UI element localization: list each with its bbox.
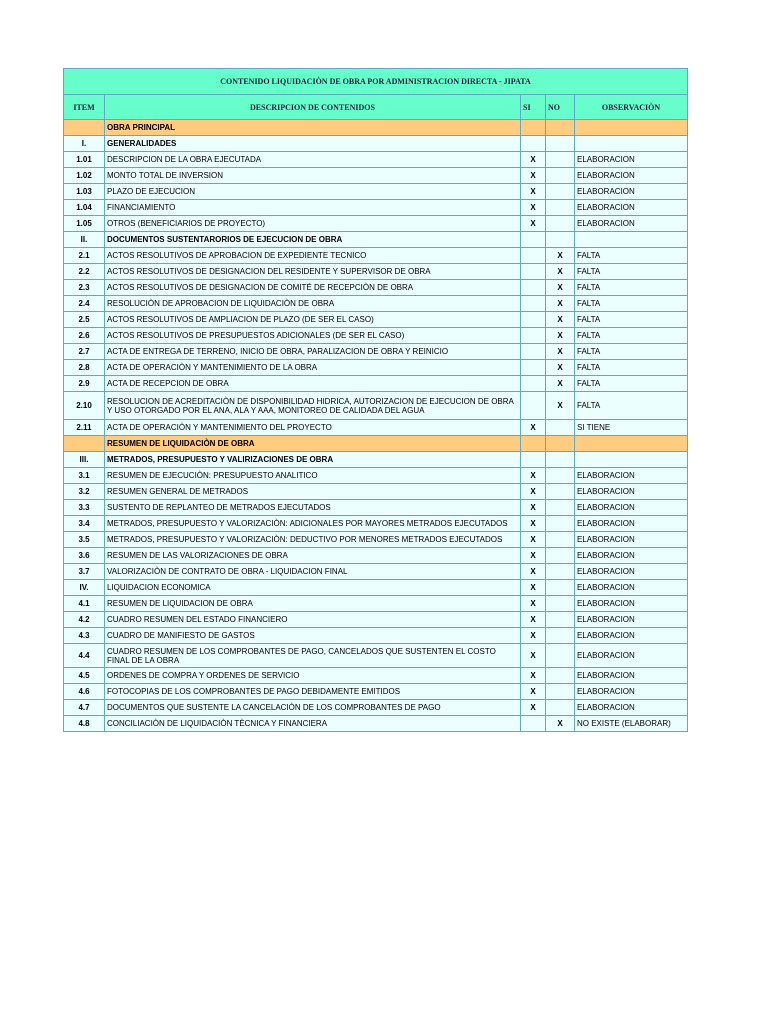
header-observacion: OBSERVACIÒN bbox=[575, 95, 688, 120]
row-description-cell: ACTOS RESOLUTIVOS DE APROBACION DE EXPEDIENTE TECNICO bbox=[105, 248, 521, 264]
row-description-cell: FOTOCOPIAS DE LOS COMPROBANTES DE PAGO DEBIDAMENTE EMITIDOS bbox=[105, 684, 521, 700]
section-row bbox=[64, 120, 688, 136]
row-si-cell bbox=[521, 360, 546, 376]
row-no-cell bbox=[546, 184, 575, 200]
row-observation-cell: FALTA bbox=[575, 344, 688, 360]
row-item-cell: 2.7 bbox=[64, 344, 105, 360]
row-no-cell: X bbox=[546, 264, 575, 280]
table-row bbox=[64, 136, 688, 152]
row-description-cell: METRADOS, PRESUPUESTO Y VALIRIZACIONES DE OBRA bbox=[105, 452, 521, 468]
row-observation-cell: ELABORACION bbox=[575, 184, 688, 200]
row-observation-cell: FALTA bbox=[575, 328, 688, 344]
row-no-cell bbox=[546, 136, 575, 152]
row-si-cell: X bbox=[521, 684, 546, 700]
row-si-cell: X bbox=[521, 216, 546, 232]
table-row bbox=[64, 564, 688, 580]
row-description-cell: RESUMEN DE EJECUCIÒN: PRESUPUESTO ANALITICO bbox=[105, 468, 521, 484]
row-observation-cell: ELABORACION bbox=[575, 484, 688, 500]
row-item-cell: III. bbox=[64, 452, 105, 468]
row-observation-cell: ELABORACION bbox=[575, 668, 688, 684]
row-si-cell bbox=[521, 232, 546, 248]
row-no-cell: X bbox=[546, 296, 575, 312]
row-item-cell: 3.7 bbox=[64, 564, 105, 580]
row-observation-cell bbox=[575, 436, 688, 452]
row-si-cell bbox=[521, 452, 546, 468]
row-no-cell bbox=[546, 420, 575, 436]
row-observation-cell: FALTA bbox=[575, 360, 688, 376]
table-row bbox=[64, 280, 688, 296]
row-description-cell: MONTO TOTAL DE INVERSION bbox=[105, 168, 521, 184]
row-item-cell: 4.8 bbox=[64, 716, 105, 732]
table-row bbox=[64, 264, 688, 280]
row-no-cell: X bbox=[546, 248, 575, 264]
row-item-cell: 4.4 bbox=[64, 644, 105, 668]
row-no-cell bbox=[546, 168, 575, 184]
table-row bbox=[64, 216, 688, 232]
row-no-cell bbox=[546, 200, 575, 216]
row-no-cell: X bbox=[546, 360, 575, 376]
row-description-cell: SUSTENTO DE REPLANTEO DE METRADOS EJECUTADOS bbox=[105, 500, 521, 516]
row-si-cell: X bbox=[521, 668, 546, 684]
row-observation-cell bbox=[575, 452, 688, 468]
row-description-cell: OBRA PRINCIPAL bbox=[105, 120, 521, 136]
row-description-cell: METRADOS, PRESUPUESTO Y VALORIZACIÒN: ADICIONALES POR MAYORES METRADOS EJECUTADOS bbox=[105, 516, 521, 532]
row-item-cell bbox=[64, 436, 105, 452]
table-row bbox=[64, 596, 688, 612]
row-no-cell bbox=[546, 532, 575, 548]
row-description-cell: ACTOS RESOLUTIVOS DE DESIGNACION DE COMITÉ DE RECEPCIÒN DE OBRA bbox=[105, 280, 521, 296]
row-no-cell: X bbox=[546, 716, 575, 732]
row-description-cell: ACTOS RESOLUTIVOS DE PRESUPUESTOS ADICIONALES (DE SER EL CASO) bbox=[105, 328, 521, 344]
row-no-cell bbox=[546, 684, 575, 700]
table-row bbox=[64, 516, 688, 532]
row-observation-cell: ELABORACION bbox=[575, 596, 688, 612]
table-row bbox=[64, 580, 688, 596]
header-row bbox=[64, 95, 688, 120]
row-si-cell: X bbox=[521, 500, 546, 516]
row-no-cell: X bbox=[546, 280, 575, 296]
row-item-cell: 3.6 bbox=[64, 548, 105, 564]
row-description-cell: RESOLUCION DE ACREDITACIÒN DE DISPONIBILIDAD HIDRICA, AUTORIZACION DE EJECUCION DE OBRA Y USO OTORGADO POR EL ANA, ALA Y AAA, MONITOREO DE CALIDADA DEL AGUA bbox=[105, 392, 521, 420]
section-row bbox=[64, 436, 688, 452]
row-item-cell: 4.1 bbox=[64, 596, 105, 612]
row-no-cell bbox=[546, 500, 575, 516]
row-description-cell: VALORIZACIÒN DE CONTRATO DE OBRA - LIQUIDACION FINAL bbox=[105, 564, 521, 580]
row-item-cell: 3.2 bbox=[64, 484, 105, 500]
row-si-cell bbox=[521, 120, 546, 136]
row-si-cell bbox=[521, 136, 546, 152]
row-no-cell bbox=[546, 596, 575, 612]
row-observation-cell: FALTA bbox=[575, 376, 688, 392]
row-item-cell: 2.8 bbox=[64, 360, 105, 376]
row-no-cell bbox=[546, 468, 575, 484]
row-si-cell: X bbox=[521, 612, 546, 628]
row-observation-cell: FALTA bbox=[575, 392, 688, 420]
row-item-cell: 2.11 bbox=[64, 420, 105, 436]
row-observation-cell: FALTA bbox=[575, 248, 688, 264]
row-no-cell: X bbox=[546, 328, 575, 344]
row-item-cell: 2.4 bbox=[64, 296, 105, 312]
row-description-cell: RESUMEN DE LIQUIDACION DE OBRA bbox=[105, 596, 521, 612]
row-item-cell: 3.1 bbox=[64, 468, 105, 484]
row-item-cell: 2.5 bbox=[64, 312, 105, 328]
table-row bbox=[64, 452, 688, 468]
table-row bbox=[64, 668, 688, 684]
table-row bbox=[64, 644, 688, 668]
row-si-cell: X bbox=[521, 168, 546, 184]
row-description-cell: RESOLUCIÒN DE APROBACION DE LIQUIDACIÒN DE OBRA bbox=[105, 296, 521, 312]
row-description-cell: PLAZO DE EJECUCION bbox=[105, 184, 521, 200]
row-item-cell: 3.5 bbox=[64, 532, 105, 548]
row-si-cell: X bbox=[521, 564, 546, 580]
row-observation-cell: ELABORACION bbox=[575, 216, 688, 232]
row-si-cell bbox=[521, 716, 546, 732]
row-item-cell: 1.01 bbox=[64, 152, 105, 168]
row-si-cell bbox=[521, 248, 546, 264]
table-row bbox=[64, 468, 688, 484]
row-description-cell: RESUMEN GENERAL DE METRADOS bbox=[105, 484, 521, 500]
row-si-cell bbox=[521, 376, 546, 392]
row-description-cell: OTROS (BENEFICIARIOS DE PROYECTO) bbox=[105, 216, 521, 232]
row-item-cell: 3.4 bbox=[64, 516, 105, 532]
table-row bbox=[64, 296, 688, 312]
row-si-cell bbox=[521, 344, 546, 360]
table-row bbox=[64, 420, 688, 436]
row-si-cell bbox=[521, 264, 546, 280]
row-si-cell: X bbox=[521, 700, 546, 716]
table-row bbox=[64, 612, 688, 628]
row-no-cell bbox=[546, 452, 575, 468]
row-no-cell bbox=[546, 668, 575, 684]
row-item-cell: 2.10 bbox=[64, 392, 105, 420]
row-description-cell: DESCRIPCION DE LA OBRA EJECUTADA bbox=[105, 152, 521, 168]
row-observation-cell: ELABORACION bbox=[575, 548, 688, 564]
row-no-cell bbox=[546, 700, 575, 716]
row-description-cell: CUADRO RESUMEN DEL ESTADO FINANCIERO bbox=[105, 612, 521, 628]
row-si-cell bbox=[521, 392, 546, 420]
row-si-cell bbox=[521, 280, 546, 296]
row-observation-cell: ELABORACION bbox=[575, 168, 688, 184]
row-no-cell: X bbox=[546, 312, 575, 328]
row-si-cell: X bbox=[521, 184, 546, 200]
row-item-cell: 3.3 bbox=[64, 500, 105, 516]
row-si-cell bbox=[521, 312, 546, 328]
row-item-cell: IV. bbox=[64, 580, 105, 596]
row-no-cell bbox=[546, 484, 575, 500]
row-description-cell: RESUMEN DE LIQUIDACIÒN DE OBRA bbox=[105, 436, 521, 452]
header-item: ITEM bbox=[64, 95, 105, 120]
row-si-cell: X bbox=[521, 484, 546, 500]
table-row bbox=[64, 184, 688, 200]
row-item-cell: 2.9 bbox=[64, 376, 105, 392]
table-row bbox=[64, 716, 688, 732]
row-observation-cell: SI TIENE bbox=[575, 420, 688, 436]
row-si-cell bbox=[521, 436, 546, 452]
row-observation-cell bbox=[575, 136, 688, 152]
row-observation-cell: ELABORACION bbox=[575, 532, 688, 548]
table-row bbox=[64, 392, 688, 420]
row-si-cell: X bbox=[521, 596, 546, 612]
row-observation-cell bbox=[575, 232, 688, 248]
row-description-cell: ACTA DE ENTREGA DE TERRENO, INICIO DE OBRA, PARALIZACION DE OBRA Y REINICIO bbox=[105, 344, 521, 360]
row-item-cell: 2.3 bbox=[64, 280, 105, 296]
row-si-cell: X bbox=[521, 200, 546, 216]
table-row bbox=[64, 200, 688, 216]
table-row bbox=[64, 700, 688, 716]
row-observation-cell: ELABORACION bbox=[575, 468, 688, 484]
title-row bbox=[64, 69, 688, 95]
row-item-cell: I. bbox=[64, 136, 105, 152]
row-observation-cell: ELABORACION bbox=[575, 564, 688, 580]
table-row bbox=[64, 168, 688, 184]
row-no-cell: X bbox=[546, 344, 575, 360]
table-row bbox=[64, 628, 688, 644]
table-row bbox=[64, 152, 688, 168]
row-no-cell: X bbox=[546, 392, 575, 420]
row-description-cell: ACTOS RESOLUTIVOS DE AMPLIACION DE PLAZO (DE SER EL CASO) bbox=[105, 312, 521, 328]
row-no-cell bbox=[546, 232, 575, 248]
row-no-cell bbox=[546, 436, 575, 452]
row-observation-cell: FALTA bbox=[575, 264, 688, 280]
table-row bbox=[64, 248, 688, 264]
row-no-cell bbox=[546, 628, 575, 644]
header-si: SI bbox=[521, 95, 546, 120]
row-description-cell: ACTA DE OPERACIÒN Y MANTENIMIENTO DE LA OBRA bbox=[105, 360, 521, 376]
row-no-cell bbox=[546, 120, 575, 136]
table-row bbox=[64, 548, 688, 564]
row-si-cell bbox=[521, 296, 546, 312]
row-si-cell: X bbox=[521, 580, 546, 596]
row-description-cell: ACTA DE RECEPCION DE OBRA bbox=[105, 376, 521, 392]
row-description-cell: CUADRO DE MANIFIESTO DE GASTOS bbox=[105, 628, 521, 644]
row-si-cell: X bbox=[521, 152, 546, 168]
row-observation-cell: ELABORACION bbox=[575, 516, 688, 532]
row-description-cell: DOCUMENTOS SUSTENTARORIOS DE EJECUCION DE OBRA bbox=[105, 232, 521, 248]
document-title: CONTENIDO LIQUIDACIÒN DE OBRA POR ADMINISTRACION DIRECTA - JIPATA bbox=[64, 69, 688, 95]
row-item-cell: 1.03 bbox=[64, 184, 105, 200]
table-row bbox=[64, 532, 688, 548]
row-no-cell bbox=[546, 580, 575, 596]
row-no-cell bbox=[546, 216, 575, 232]
table-row bbox=[64, 360, 688, 376]
row-no-cell bbox=[546, 564, 575, 580]
row-observation-cell: ELABORACION bbox=[575, 580, 688, 596]
row-item-cell: 2.6 bbox=[64, 328, 105, 344]
row-observation-cell: FALTA bbox=[575, 296, 688, 312]
row-item-cell: 1.02 bbox=[64, 168, 105, 184]
table-row bbox=[64, 376, 688, 392]
row-si-cell bbox=[521, 328, 546, 344]
row-no-cell bbox=[546, 548, 575, 564]
table-row bbox=[64, 484, 688, 500]
row-no-cell bbox=[546, 612, 575, 628]
row-si-cell: X bbox=[521, 548, 546, 564]
row-description-cell: CUADRO RESUMEN DE LOS COMPROBANTES DE PAGO, CANCELADOS QUE SUSTENTEN EL COSTO FINAL DE LA OBRA bbox=[105, 644, 521, 668]
row-description-cell: CONCILIACIÒN DE LIQUIDACIÒN TÈCNICA Y FINANCIERA bbox=[105, 716, 521, 732]
row-observation-cell bbox=[575, 120, 688, 136]
row-observation-cell: FALTA bbox=[575, 312, 688, 328]
liquidation-table bbox=[63, 68, 688, 732]
row-no-cell bbox=[546, 644, 575, 668]
row-description-cell: LIQUIDACION ECONOMICA bbox=[105, 580, 521, 596]
row-no-cell: X bbox=[546, 376, 575, 392]
row-si-cell: X bbox=[521, 420, 546, 436]
row-item-cell: 4.3 bbox=[64, 628, 105, 644]
row-description-cell: ACTA DE OPERACIÒN Y MANTENIMIENTO DEL PROYECTO bbox=[105, 420, 521, 436]
row-observation-cell: FALTA bbox=[575, 280, 688, 296]
row-description-cell: GENERALIDADES bbox=[105, 136, 521, 152]
header-no: NO bbox=[546, 95, 575, 120]
row-description-cell: RESUMEN DE LAS VALORIZACIONES DE OBRA bbox=[105, 548, 521, 564]
row-si-cell: X bbox=[521, 644, 546, 668]
header-descripcion: DESCRIPCION DE CONTENIDOS bbox=[105, 95, 521, 120]
row-observation-cell: ELABORACION bbox=[575, 200, 688, 216]
row-item-cell: 4.7 bbox=[64, 700, 105, 716]
row-item-cell: II. bbox=[64, 232, 105, 248]
row-observation-cell: ELABORACION bbox=[575, 152, 688, 168]
row-si-cell: X bbox=[521, 516, 546, 532]
row-observation-cell: ELABORACION bbox=[575, 644, 688, 668]
row-description-cell: METRADOS, PRESUPUESTO Y VALORIZACIÒN: DEDUCTIVO POR MENORES METRADOS EJECUTADOS bbox=[105, 532, 521, 548]
row-observation-cell: NO EXISTE (ELABORAR) bbox=[575, 716, 688, 732]
row-si-cell: X bbox=[521, 628, 546, 644]
row-observation-cell: ELABORACION bbox=[575, 684, 688, 700]
row-description-cell: ORDENES DE COMPRA Y ORDENES DE SERVICIO bbox=[105, 668, 521, 684]
row-observation-cell: ELABORACION bbox=[575, 700, 688, 716]
row-item-cell: 4.6 bbox=[64, 684, 105, 700]
table-row bbox=[64, 232, 688, 248]
row-observation-cell: ELABORACION bbox=[575, 628, 688, 644]
row-item-cell: 2.2 bbox=[64, 264, 105, 280]
row-item-cell bbox=[64, 120, 105, 136]
row-observation-cell: ELABORACION bbox=[575, 612, 688, 628]
row-description-cell: FINANCIAMIENTO bbox=[105, 200, 521, 216]
table-row bbox=[64, 500, 688, 516]
row-description-cell: DOCUMENTOS QUE SUSTENTE LA CANCELACIÒN DE LOS COMPROBANTES DE PAGO bbox=[105, 700, 521, 716]
row-si-cell: X bbox=[521, 532, 546, 548]
row-item-cell: 1.05 bbox=[64, 216, 105, 232]
row-description-cell: ACTOS RESOLUTIVOS DE DESIGNACION DEL RESIDENTE Y SUPERVISOR DE OBRA bbox=[105, 264, 521, 280]
row-item-cell: 1.04 bbox=[64, 200, 105, 216]
row-no-cell bbox=[546, 152, 575, 168]
row-no-cell bbox=[546, 516, 575, 532]
table-row bbox=[64, 312, 688, 328]
row-item-cell: 4.2 bbox=[64, 612, 105, 628]
table-row bbox=[64, 684, 688, 700]
table-row bbox=[64, 344, 688, 360]
row-si-cell: X bbox=[521, 468, 546, 484]
row-item-cell: 2.1 bbox=[64, 248, 105, 264]
row-item-cell: 4.5 bbox=[64, 668, 105, 684]
table-row bbox=[64, 328, 688, 344]
row-observation-cell: ELABORACION bbox=[575, 500, 688, 516]
